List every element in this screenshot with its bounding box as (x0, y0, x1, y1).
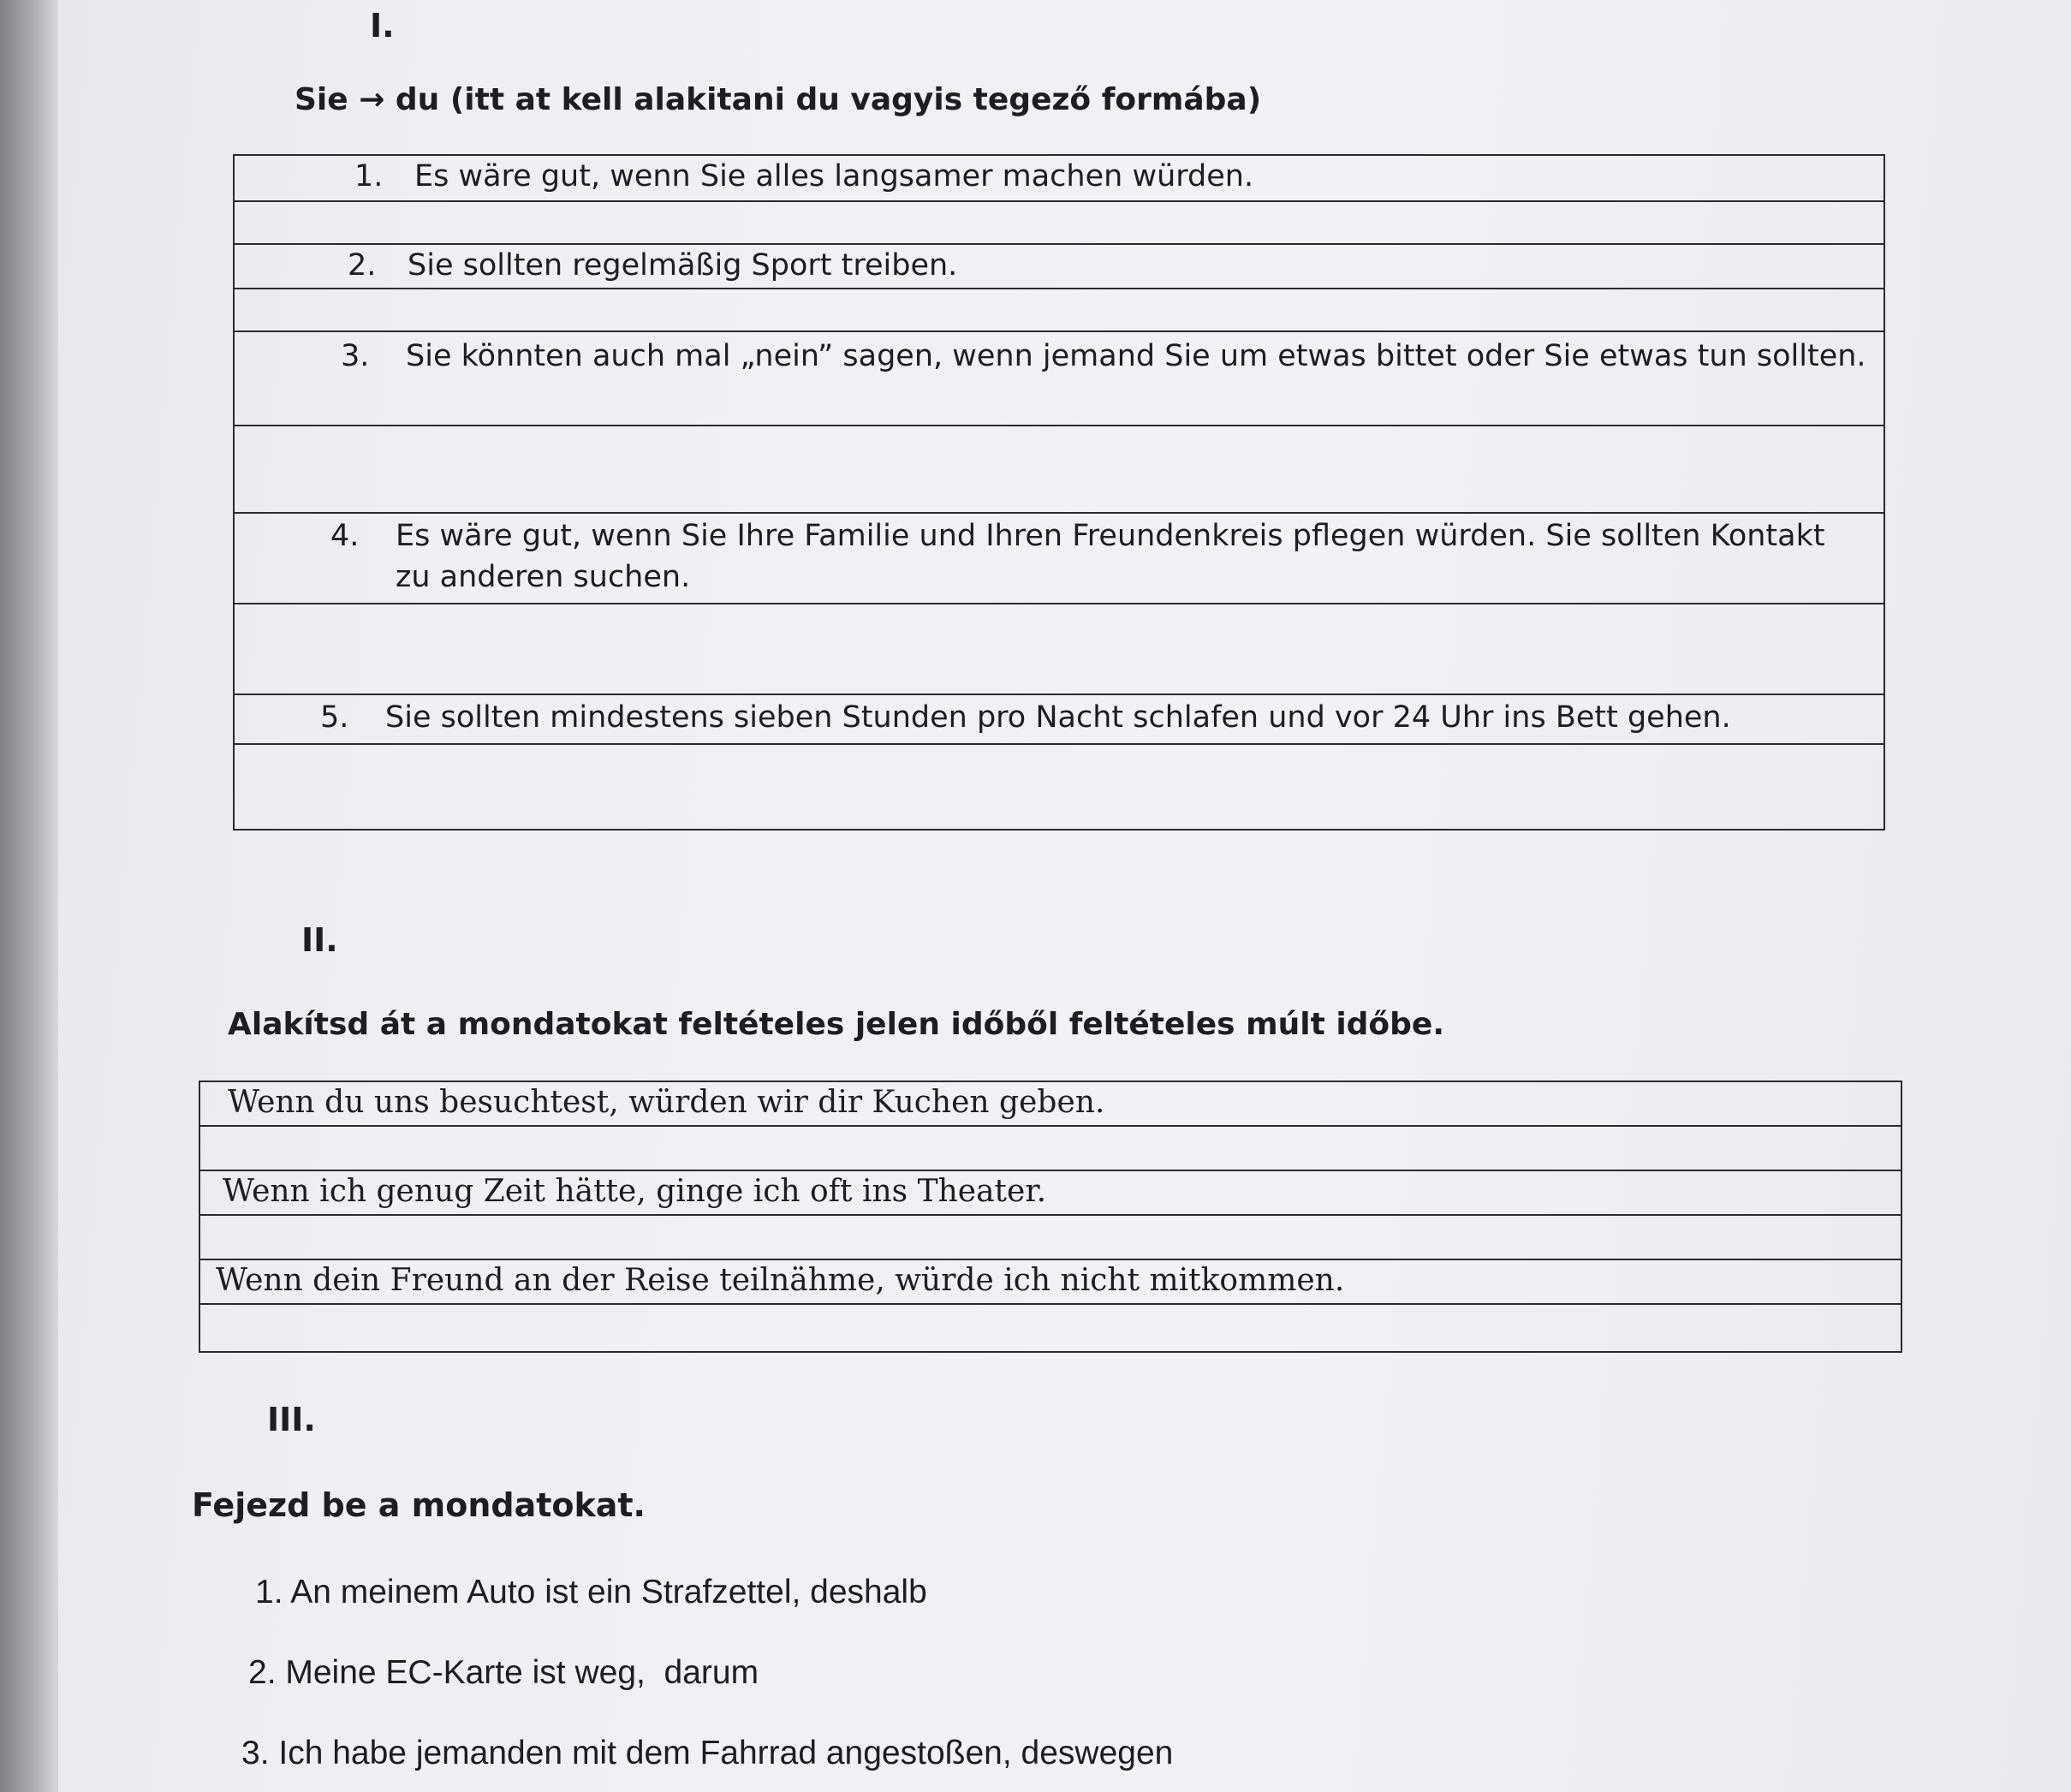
answer-cell-3[interactable] (234, 426, 1884, 513)
item-text: Sie sollten regelmäßig Sport treiben. (408, 248, 958, 283)
item-text: Sie sollten mindestens sieben Stunden pro Nacht schlafen und vor 24 Uhr ins Bett gehen. (385, 700, 1731, 735)
answer-row[interactable] (234, 426, 1884, 513)
sentence-cell-4 (234, 513, 1884, 604)
answer-row[interactable] (199, 1215, 1901, 1259)
answer-cell-1[interactable] (199, 1126, 1901, 1170)
section-1-instruction: Sie → du (itt at kell alakitani du vagyis tegező formába) (295, 82, 1262, 117)
section-2-number: II. (301, 921, 338, 959)
sentence-cell-2 (234, 244, 1884, 289)
table-row (234, 331, 1884, 426)
sentence-cell-2 (199, 1170, 1901, 1215)
item-text: Es wäre gut, wenn Sie Ihre Familie und Ihren Freundenkreis pflegen würden. Sie sollten Kontakt zu anderen suchen. (396, 519, 1825, 594)
item-number: 1. (354, 159, 384, 193)
item-number: 5. (320, 700, 349, 735)
answer-row[interactable] (199, 1126, 1901, 1170)
sentence-cell-1 (234, 155, 1884, 201)
item-text: Sie könnten auch mal „nein” sagen, wenn jemand Sie um etwas bittet oder Sie etwas tun sollten. (406, 339, 1866, 373)
section-1-table (233, 154, 1885, 831)
answer-row[interactable] (234, 604, 1884, 694)
section-2-table (199, 1081, 1902, 1353)
answer-cell-2[interactable] (234, 289, 1884, 331)
sentence-text: Wenn ich genug Zeit hätte, ginge ich oft ins Theater. (223, 1174, 1047, 1209)
table-row (234, 513, 1884, 604)
section-1-number: I. (370, 7, 395, 45)
answer-row[interactable] (234, 744, 1884, 830)
table-row (234, 155, 1884, 201)
section-3-instruction: Fejezd be a mondatokat. (192, 1486, 646, 1524)
table-row (234, 694, 1884, 744)
completion-item-2: 2. Meine EC-Karte ist weg, darum (248, 1654, 759, 1691)
sentence-cell-3 (234, 331, 1884, 426)
completion-item-3: 3. Ich habe jemanden mit dem Fahrrad angestoßen, deswegen (241, 1735, 1174, 1771)
section-3-number: III. (267, 1401, 316, 1438)
answer-cell-4[interactable] (234, 604, 1884, 694)
sentence-text: Wenn dein Freund an der Reise teilnähme, würde ich nicht mitkommen. (216, 1263, 1345, 1298)
desk-edge (0, 0, 58, 1792)
item-text: Es wäre gut, wenn Sie alles langsamer machen würden. (414, 159, 1254, 193)
answer-row[interactable] (199, 1304, 1901, 1352)
answer-cell-5[interactable] (234, 744, 1884, 830)
answer-cell-1[interactable] (234, 201, 1884, 244)
completion-item-1: 1. An meinem Auto ist ein Strafzettel, deshalb (255, 1574, 927, 1610)
answer-cell-3[interactable] (199, 1304, 1901, 1352)
answer-row[interactable] (234, 201, 1884, 244)
table-row (234, 244, 1884, 289)
answer-row[interactable] (234, 289, 1884, 331)
table-row (199, 1170, 1901, 1215)
section-2-instruction: Alakítsd át a mondatokat feltételes jelen időből feltételes múlt időbe. (228, 1007, 1445, 1042)
item-number: 2. (348, 248, 377, 283)
sentence-cell-3 (199, 1259, 1901, 1304)
table-row (199, 1259, 1901, 1304)
item-number: 4. (330, 519, 360, 553)
item-number: 3. (341, 339, 370, 373)
sentence-cell-1 (199, 1081, 1901, 1126)
table-row (199, 1081, 1901, 1126)
answer-cell-2[interactable] (199, 1215, 1901, 1259)
sentence-cell-5 (234, 694, 1884, 744)
sentence-text: Wenn du uns besuchtest, würden wir dir Kuchen geben. (228, 1085, 1105, 1120)
